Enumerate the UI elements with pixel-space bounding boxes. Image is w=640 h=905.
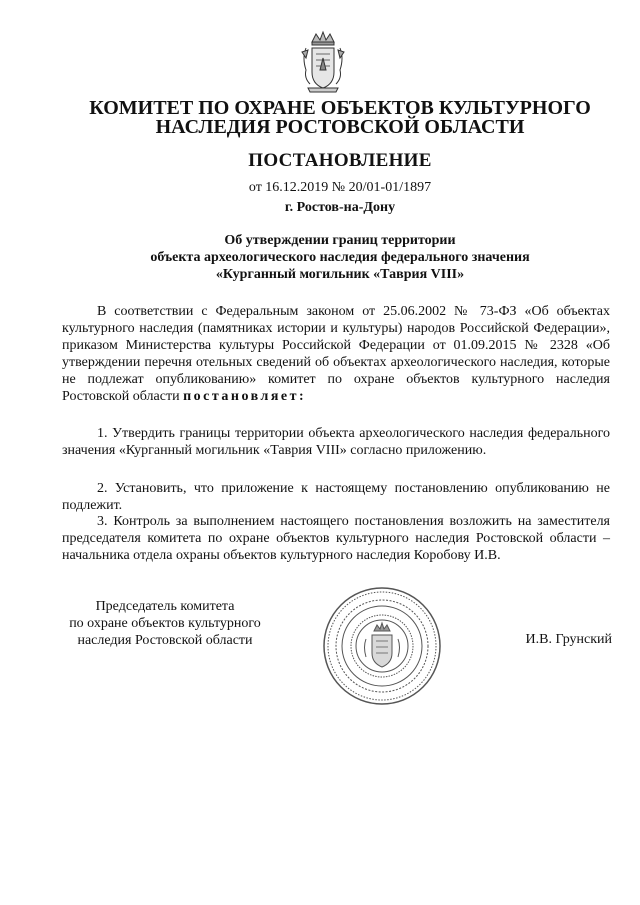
subject-line-1: Об утверждении границ территории bbox=[224, 233, 456, 248]
decree-word: постановляет: bbox=[183, 389, 307, 404]
subject-line-2: объекта археологического наследия федерального значения bbox=[150, 250, 530, 265]
document-type: ПОСТАНОВЛЕНИЕ bbox=[248, 150, 432, 171]
item-1: 1. Утвердить границы территории объекта археологического наследия федерального значения «Курганный могильник «Таврия VIII» согласно приложению. bbox=[62, 426, 610, 458]
organization-line-2: НАСЛЕДИЯ РОСТОВСКОЙ ОБЛАСТИ bbox=[155, 116, 525, 138]
role-line-1: Председатель комитета bbox=[95, 599, 235, 614]
signatory-name: И.В. Грунский bbox=[525, 632, 612, 647]
subject-line-3: «Курганный могильник «Таврия VIII» bbox=[215, 267, 465, 282]
coat-of-arms-icon bbox=[298, 28, 348, 94]
city: г. Ростов-на-Дону bbox=[284, 200, 396, 215]
role-line-3: наследия Ростовской области bbox=[77, 633, 253, 648]
role-line-2: по охране объектов культурного bbox=[69, 616, 261, 631]
date-number: от 16.12.2019 № 20/01-01/1897 bbox=[248, 180, 432, 195]
official-seal-icon bbox=[322, 585, 442, 707]
item-2: 2. Установить, что приложение к настоящему постановлению опубликованию не подлежит. bbox=[62, 481, 610, 513]
organization-line-1: КОМИТЕТ ПО ОХРАНЕ ОБЪЕКТОВ КУЛЬТУРНОГО bbox=[89, 97, 591, 119]
preamble-text: В соответствии с Федеральным законом от 25.06.2002 № 73-ФЗ «Об объектах культурного наследия (памятниках истории и культуры) народов Российской Федерации», приказом Министерства культуры Российской Федерации от 01.09.2015 № 2328 «Об утверждении перечня отельных сведений об объектах археологического наследия, которые не подлежат опубликованию» комитет по охране объектов культурного наследия Ростовской области bbox=[62, 304, 610, 404]
signatory-role bbox=[55, 598, 275, 649]
document-subject bbox=[60, 232, 620, 283]
preamble-paragraph bbox=[62, 303, 610, 405]
organization-name bbox=[60, 99, 620, 137]
item-3: 3. Контроль за выполнением настоящего постановления возложить на заместителя председателя комитета по охране объектов культурного наследия Ростовской области – начальника отдела охраны объектов культурного наследия Коробову И.В. bbox=[62, 514, 610, 563]
